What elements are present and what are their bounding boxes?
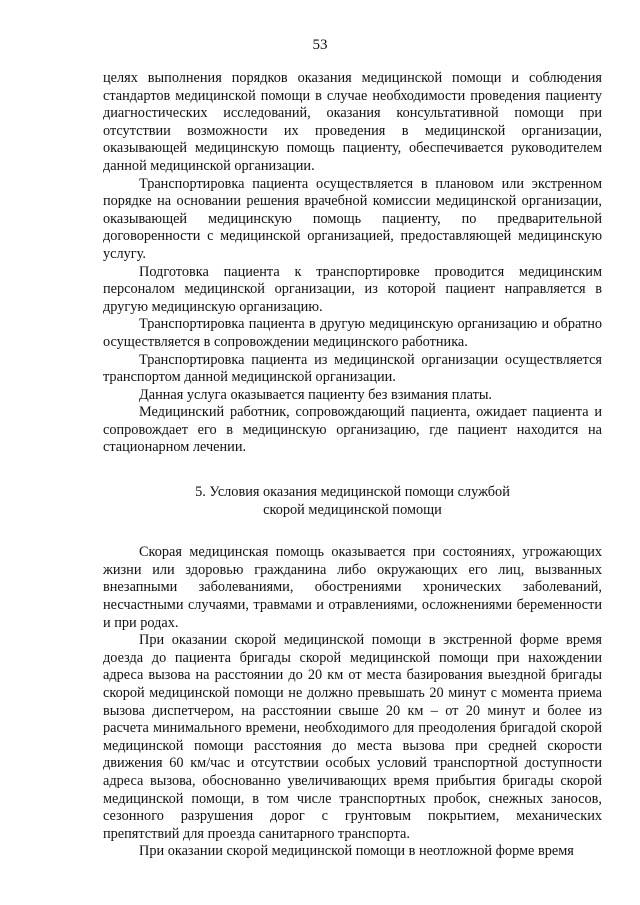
- paragraph: При оказании скорой медицинской помощи в неотложной форме время: [139, 843, 574, 860]
- paragraph: целях выполнения порядков оказания медицинской помощи и соблюдения стандартов медицинской помощи в случае необходимости проведения пациенту диагностических исследований, оказания консультативной помощи при отсутствии возможности их проведения в медицинской организации, оказывающей медицинскую помощь пациенту, обеспечивается руководителем данной медицинской организации.: [103, 70, 602, 174]
- section-heading-line: скорой медицинской помощи: [263, 501, 442, 518]
- section-heading-line: 5. Условия оказания медицинской помощи службой: [195, 484, 510, 501]
- paragraph: Транспортировка пациента из медицинской организации осуществляется транспортом данной медицинской организации.: [103, 351, 602, 386]
- paragraph: Медицинский работник, сопровождающий пациента, ожидает пациента и сопровождает его в медицинскую организацию, где пациент находится на стационарном лечении.: [103, 404, 602, 456]
- document-body: [103, 70, 602, 861]
- paragraph: При оказании скорой медицинской помощи в экстренной форме время доезда до пациента бригады скорой медицинской помощи при нахождении адреса вызова на расстоянии до 20 км от места базирования выездной бригады скорой медицинской помощи не должно превышать 20 минут с момента приема вызова диспетчером, на расстоянии свыше 20 км – от 20 минут и более из расчета минимального времени, необходимого для преодоления бригадой скорой медицинской помощи расстояния до места вызова при средней скорости движения 60 км/час и отсутствии особых условий транспортной доступности адреса вызова, обоснованно увеличивающих время прибытия бригады скорой медицинской помощи, в том числе транспортных пробок, снежных заносов, сезонного разрушения дорог с грунтовым покрытием, механических препятствий для проезда санитарного транспорта.: [103, 632, 602, 842]
- page-number: 53: [312, 37, 328, 53]
- paragraph: Подготовка пациента к транспортировке проводится медицинским персоналом медицинской организации, из которой пациент направляется в другую медицинскую организацию.: [103, 263, 602, 315]
- paragraph: Транспортировка пациента в другую медицинскую организацию и обратно осуществляется в сопровождении медицинского работника.: [103, 316, 602, 350]
- paragraph: Данная услуга оказывается пациенту без взимания платы.: [139, 386, 492, 403]
- section-heading: [103, 484, 602, 519]
- paragraph: Транспортировка пациента осуществляется в плановом или экстренном порядке на основании решения врачебной комиссии медицинской организации, оказывающей медицинскую помощь пациенту, по предварительной договоренности с медицинской организацией, предоставляющей медицинскую услугу.: [103, 175, 602, 262]
- paragraph: Скорая медицинская помощь оказывается при состояниях, угрожающих жизни или здоровью гражданина либо окружающих его лиц, вызванных внезапными заболеваниями, обострениями хронических заболеваний, несчастными случаями, травмами и отравлениями, осложнениями беременности и при родах.: [103, 544, 602, 631]
